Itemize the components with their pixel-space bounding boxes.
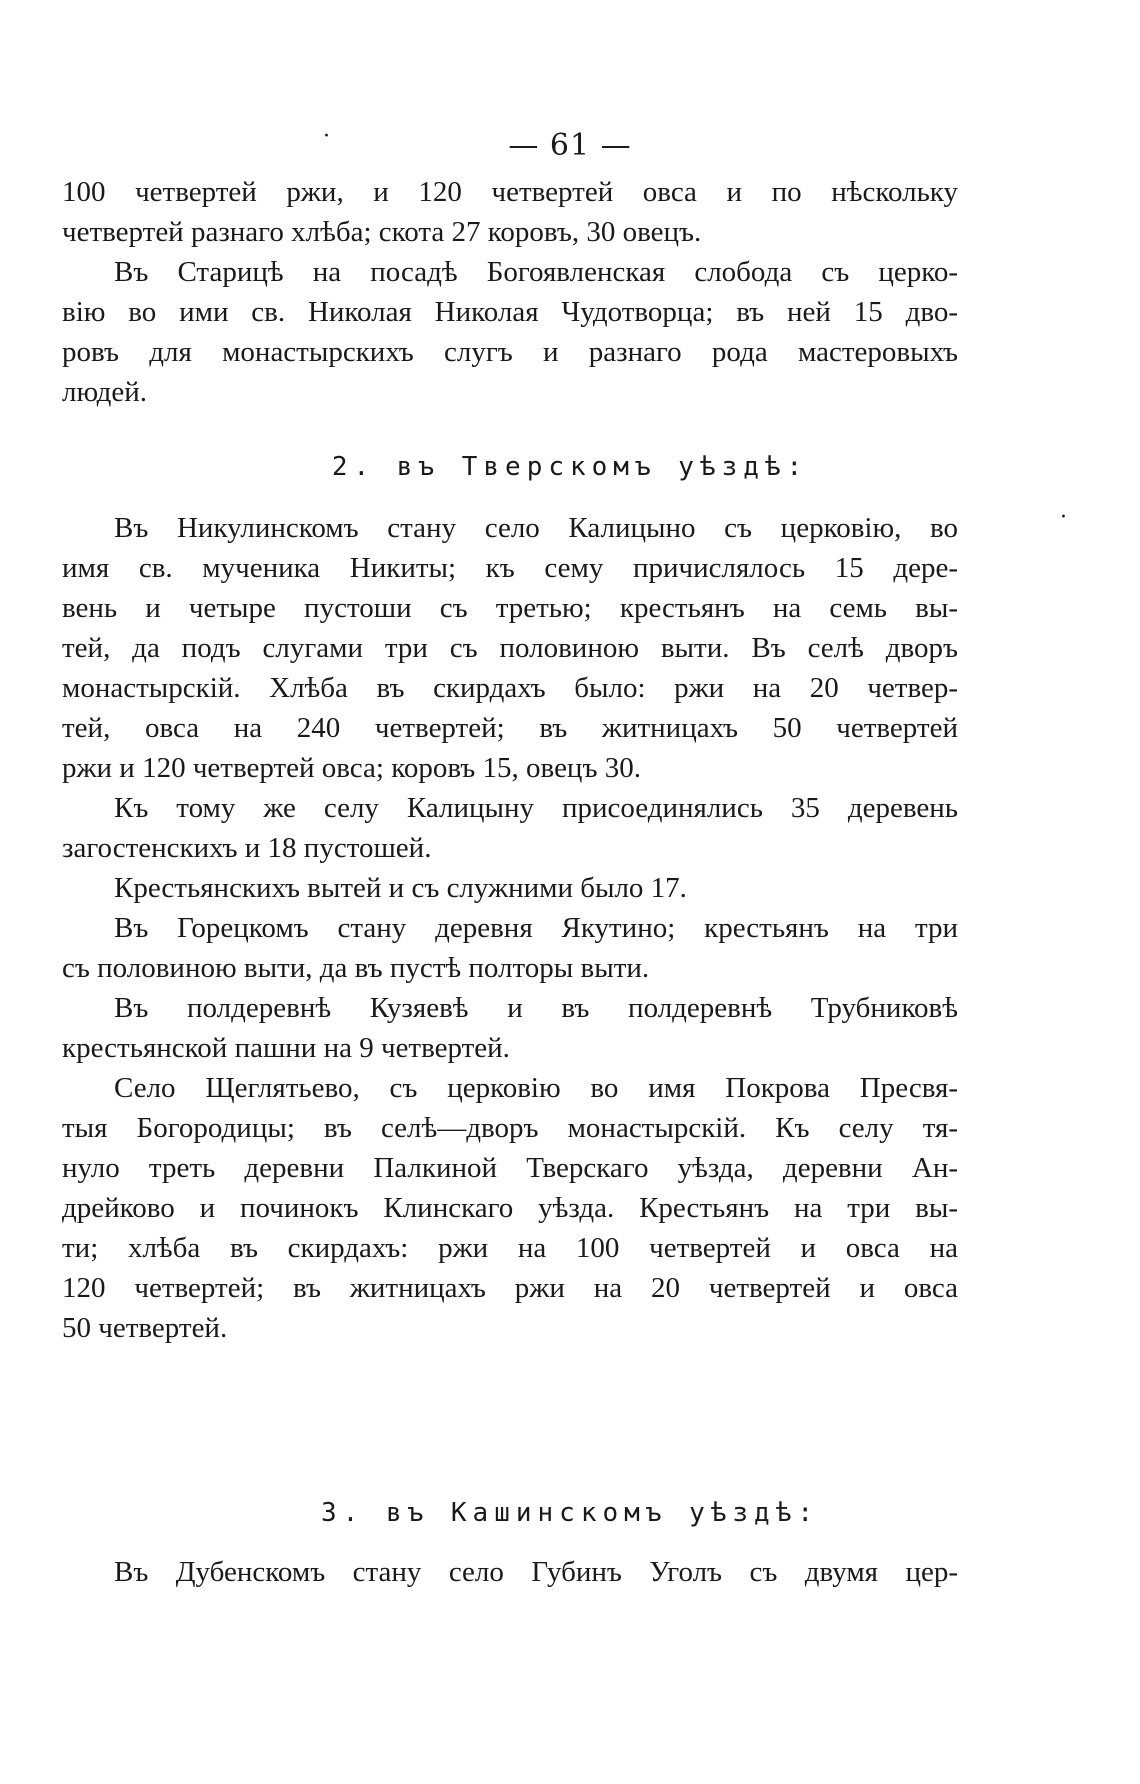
section-heading-kashin: 3. въ Кашинскомъ уѣздѣ: bbox=[320, 1498, 820, 1528]
text-line: ти; хлѣба въ скирдахъ: ржи на 100 четвертей и овса на bbox=[62, 1232, 958, 1264]
text-line: вію во ими св. Николая Николая Чудотворца; въ ней 15 дво- bbox=[62, 296, 958, 328]
print-speck: · bbox=[323, 124, 330, 149]
text-line: тей, овса на 240 четвертей; въ житницахъ 50 четвертей bbox=[62, 712, 958, 744]
print-speck: · bbox=[1060, 505, 1067, 530]
text-line: Въ Старицѣ на посадѣ Богоявленская слобода съ церко- bbox=[114, 256, 958, 288]
text-line: 100 четвертей ржи, и 120 четвертей овса и по нѣскольку bbox=[62, 176, 958, 208]
section-kashin-text bbox=[62, 1552, 958, 1592]
text-line: нуло треть деревни Палкиной Тверскаго уѣзда, деревни Ан- bbox=[62, 1152, 958, 1184]
page-number: — 61 — bbox=[508, 128, 632, 163]
text-line: загостенскихъ и 18 пустошей. bbox=[62, 832, 432, 864]
text-line: монастырскій. Хлѣба въ скирдахъ было: ржи на 20 четвер- bbox=[62, 672, 958, 704]
text-line: тыя Богородицы; въ селѣ—дворъ монастырскій. Къ селу тя- bbox=[62, 1112, 958, 1144]
text-line: Въ полдеревнѣ Кузяевѣ и въ полдеревнѣ Трубниковѣ bbox=[114, 992, 958, 1024]
section-tver-text bbox=[62, 508, 958, 1348]
section-heading-tver: 2. въ Тверскомъ уѣздѣ: bbox=[331, 452, 809, 482]
text-line: Въ Никулинскомъ стану село Калицыно съ церковію, во bbox=[114, 512, 958, 544]
text-line: Въ Горецкомъ стану деревня Якутино; крестьянъ на три bbox=[114, 912, 958, 944]
text-line: Село Щеглятьево, съ церковію во имя Покрова Пресвя- bbox=[114, 1072, 958, 1104]
text-line: четвертей разнаго хлѣба; скота 27 коровъ, 30 овецъ. bbox=[62, 216, 702, 248]
text-line: съ половиною выти, да въ пустѣ полторы выти. bbox=[62, 952, 650, 984]
text-line: ровъ для монастырскихъ слугъ и разнаго рода мастеровыхъ bbox=[62, 336, 958, 368]
text-line: дрейково и починокъ Клинскаго уѣзда. Крестьянъ на три вы- bbox=[62, 1192, 958, 1224]
text-line: людей. bbox=[62, 376, 148, 408]
text-line: имя св. мученика Никиты; къ сему причислялось 15 дере- bbox=[62, 552, 958, 584]
text-line: тей, да подъ слугами три съ половиною выти. Въ селѣ дворъ bbox=[62, 632, 958, 664]
text-line: 50 четвертей. bbox=[62, 1312, 228, 1344]
text-line: крестьянской пашни на 9 четвертей. bbox=[62, 1032, 510, 1064]
text-line: Къ тому же селу Калицыну присоединялись 35 деревень bbox=[114, 792, 958, 824]
text-line: Въ Дубенскомъ стану село Губинъ Уголъ съ двумя цер- bbox=[114, 1556, 958, 1588]
text-line: ржи и 120 четвертей овса; коровъ 15, овецъ 30. bbox=[62, 752, 641, 784]
text-line: Крестьянскихъ вытей и съ служними было 17. bbox=[114, 872, 687, 904]
text-line: 120 четвертей; въ житницахъ ржи на 20 четвертей и овса bbox=[62, 1272, 958, 1304]
intro-text bbox=[62, 172, 958, 412]
text-line: вень и четыре пустоши съ третью; крестьянъ на семь вы- bbox=[62, 592, 958, 624]
